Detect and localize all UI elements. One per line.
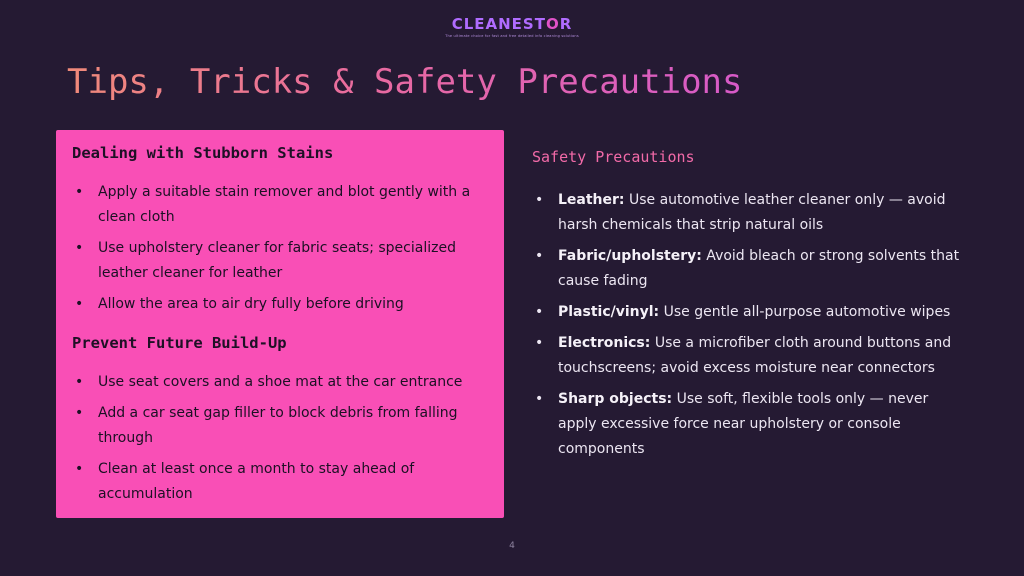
- safety-heading: Safety Precautions: [532, 148, 695, 166]
- safety-item-text: Use soft, flexible tools only — never apply excessive force near upholstery or console components: [558, 391, 929, 457]
- safety-item-label: Plastic/vinyl:: [558, 304, 660, 320]
- logo-tagline: The ultimate choice for fast and free detailed info cleaning solutions: [445, 34, 579, 38]
- logo-text-start: CLEANEST: [451, 15, 546, 33]
- prevent-heading: Prevent Future Build-Up: [72, 334, 287, 352]
- safety-item-text: Use gentle all-purpose automotive wipes: [659, 304, 951, 320]
- safety-panel: [532, 148, 962, 468]
- page-number: 4: [509, 541, 515, 551]
- brand-logo: [0, 14, 1024, 38]
- logo-wordmark: [452, 15, 573, 33]
- safety-item-label: Leather:: [558, 192, 625, 208]
- stains-card: [56, 130, 504, 518]
- safety-item-leather: [532, 188, 962, 238]
- safety-list: [532, 188, 962, 462]
- safety-item-electronics: [532, 331, 962, 381]
- safety-item-text: Use a microfiber cloth around buttons and touchscreens; avoid excess moisture near connectors: [558, 335, 952, 376]
- safety-item-text: Use automotive leather cleaner only — avoid harsh chemicals that strip natural oils: [558, 192, 946, 233]
- safety-item-label: Fabric/upholstery:: [558, 248, 702, 264]
- safety-item-label: Sharp objects:: [558, 391, 673, 407]
- stains-heading: Dealing with Stubborn Stains: [72, 144, 334, 162]
- prevent-list: [72, 370, 488, 507]
- safety-item-label: Electronics:: [558, 335, 651, 351]
- stains-item: • Apply a suitable stain remover and blot gently with a clean cloth: [72, 180, 488, 230]
- prevent-item: • Add a car seat gap filler to block debris from falling through: [72, 401, 488, 451]
- safety-item-sharp: [532, 387, 962, 462]
- safety-item-fabric: [532, 244, 962, 294]
- logo-text-o: O: [545, 15, 560, 33]
- safety-item-plastic: [532, 300, 962, 325]
- logo-text-end: R: [559, 15, 573, 33]
- stains-item: • Allow the area to air dry fully before driving: [72, 292, 488, 317]
- prevent-item: • Use seat covers and a shoe mat at the car entrance: [72, 370, 488, 395]
- stains-list: [72, 180, 488, 317]
- safety-item-text: Avoid bleach or strong solvents that cause fading: [558, 248, 960, 289]
- stains-item: • Use upholstery cleaner for fabric seats; specialized leather cleaner for leather: [72, 236, 488, 286]
- prevent-item: • Clean at least once a month to stay ahead of accumulation: [72, 457, 488, 507]
- slide-title: Tips, Tricks & Safety Precautions: [67, 62, 743, 102]
